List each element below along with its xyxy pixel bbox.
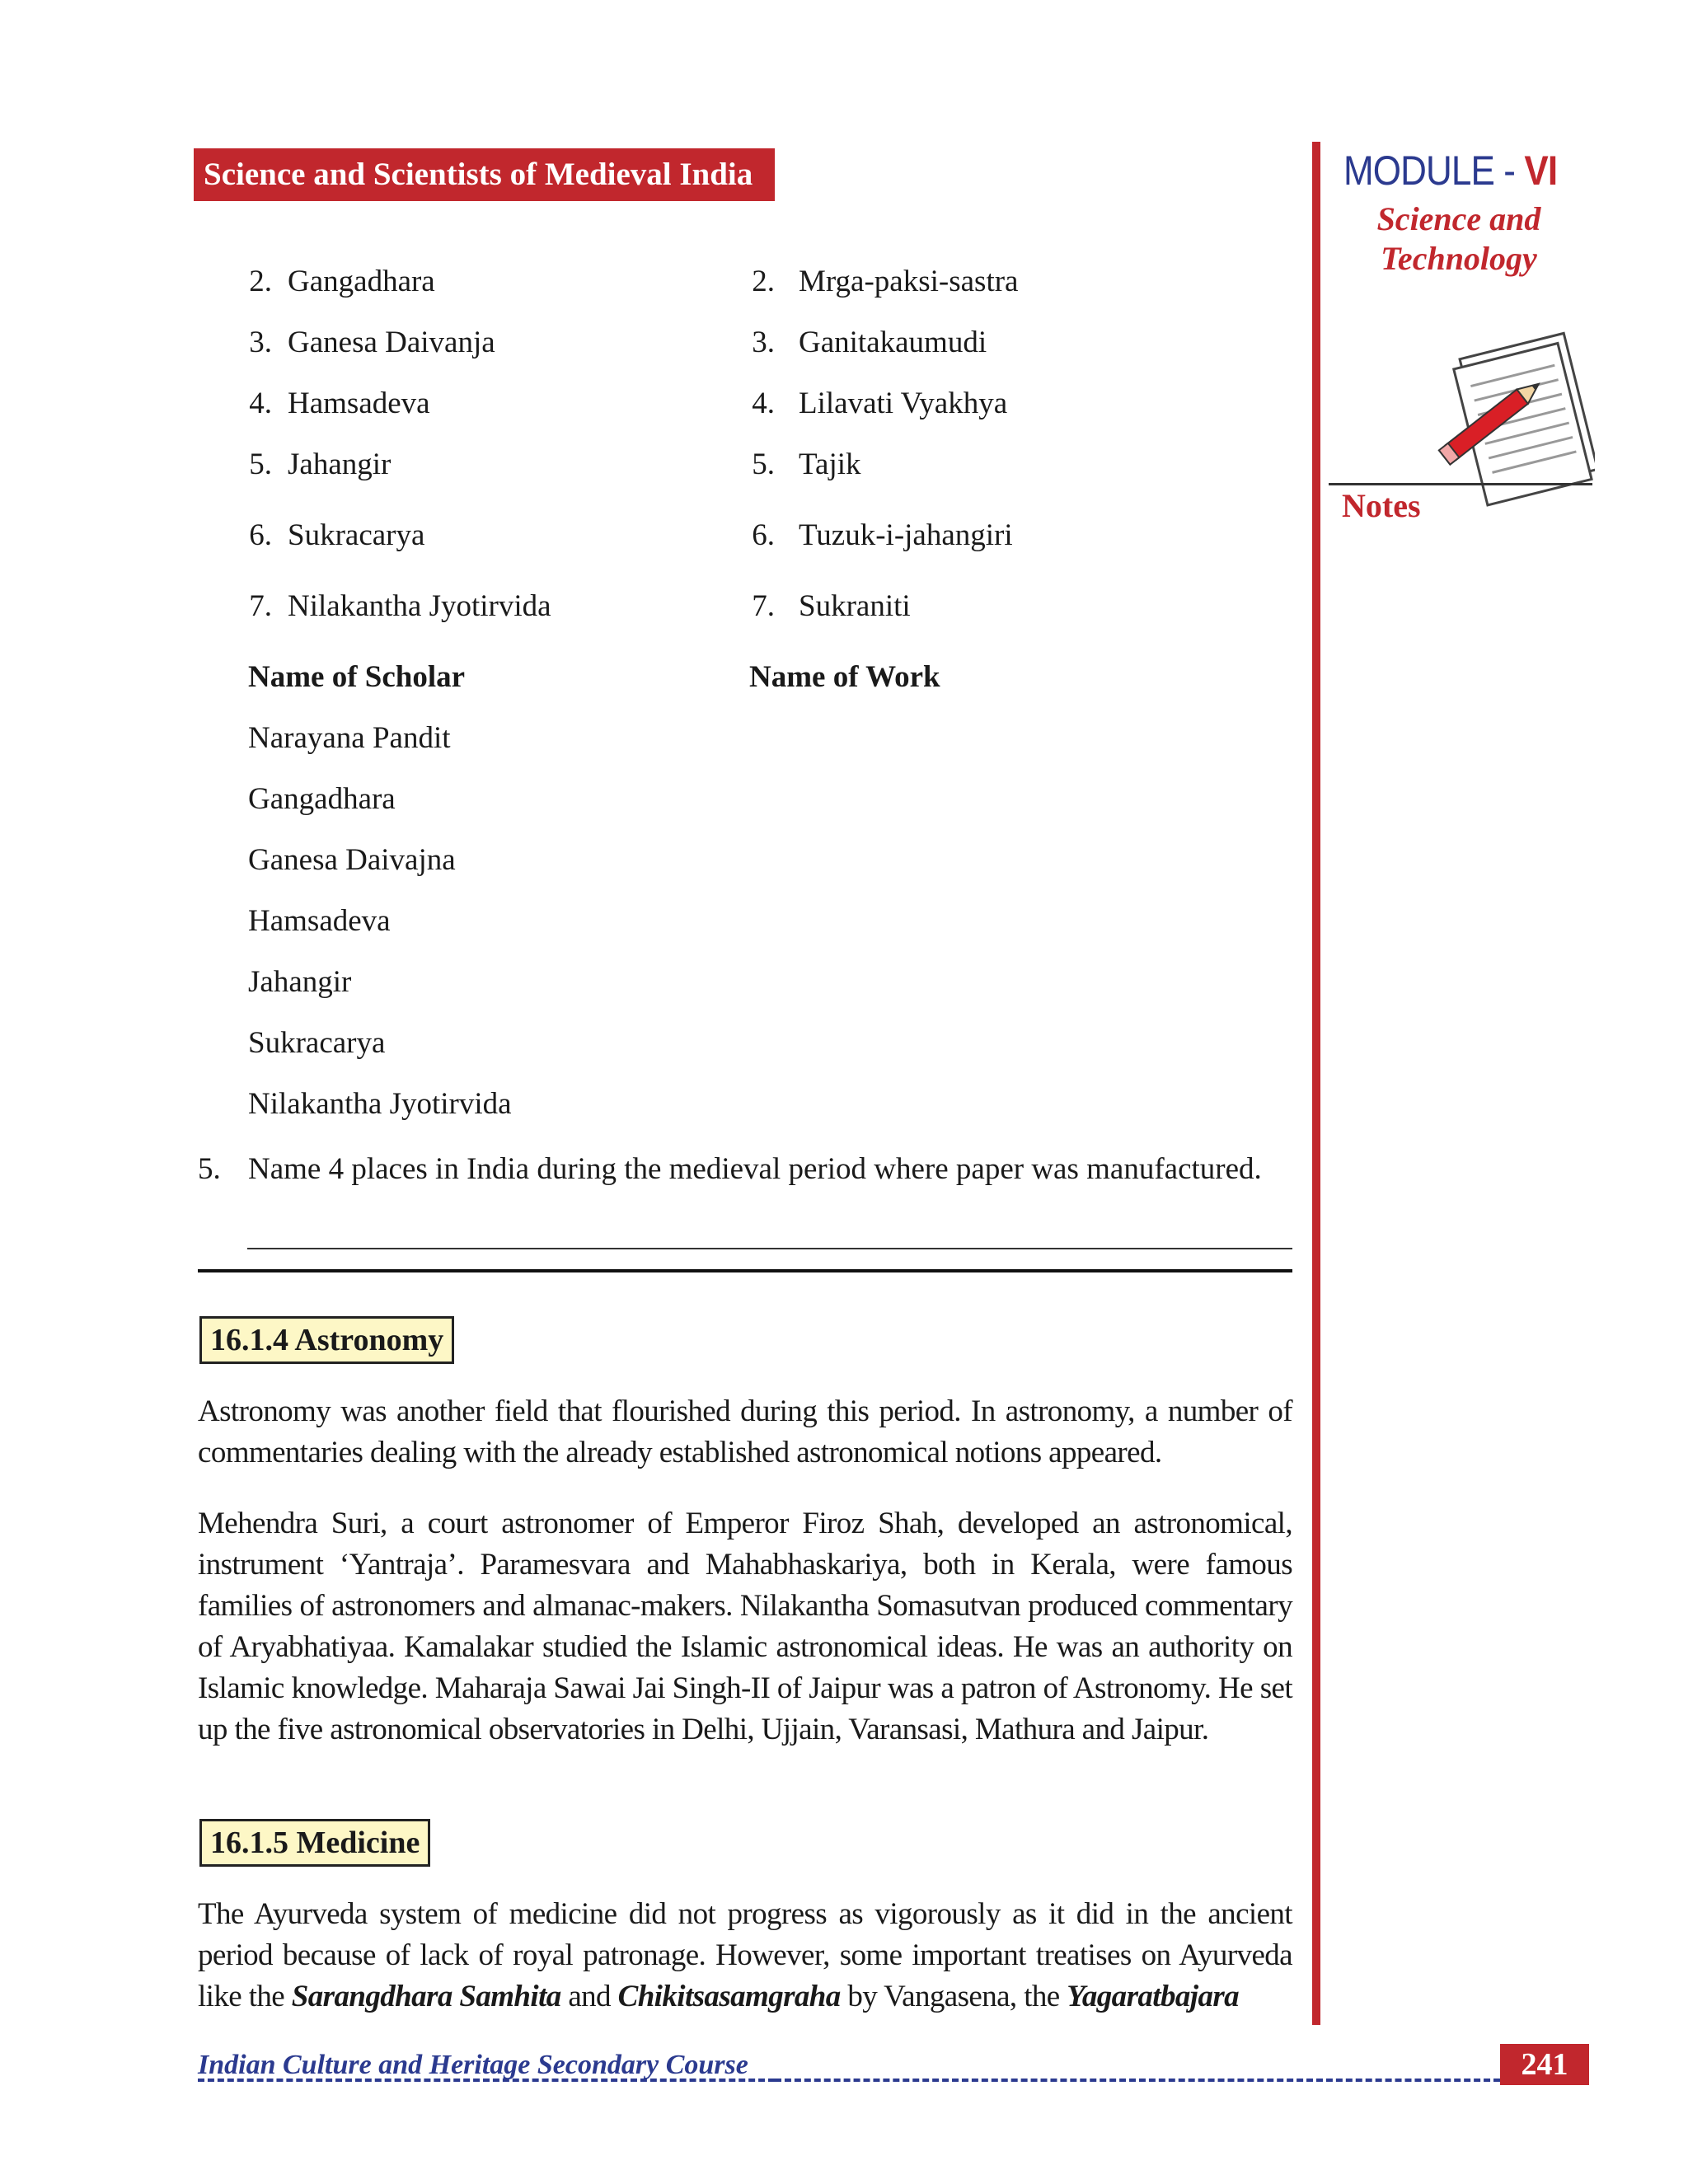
list-item-scholar: Ganesa Daivanja bbox=[288, 326, 495, 359]
section-heading-astronomy: 16.1.4 Astronomy bbox=[199, 1316, 454, 1364]
module-subject bbox=[1327, 199, 1591, 279]
notes-label: Notes bbox=[1342, 487, 1421, 524]
list-number: 4. bbox=[249, 387, 272, 420]
scholar-name: Jahangir bbox=[248, 965, 352, 999]
question-number: 5. bbox=[198, 1152, 221, 1186]
module-word: MODULE - bbox=[1343, 148, 1525, 194]
paragraph-text: and bbox=[560, 1980, 618, 2013]
list-item-work: Tajik bbox=[799, 448, 861, 481]
module-title bbox=[1343, 147, 1558, 194]
module-subject-line2: Technology bbox=[1381, 240, 1537, 277]
scholar-name: Ganesa Daivajna bbox=[248, 843, 456, 877]
section-heading-medicine: 16.1.5 Medicine bbox=[199, 1819, 430, 1867]
scholar-name: Narayana Pandit bbox=[248, 721, 451, 755]
list-number: 6. bbox=[249, 518, 272, 552]
list-item-work: Ganitakaumudi bbox=[799, 326, 987, 359]
list-number: 5. bbox=[752, 448, 775, 481]
list-number: 6. bbox=[752, 518, 775, 552]
footer-dashed-rule bbox=[775, 2079, 1500, 2082]
list-item-scholar: Hamsadeva bbox=[288, 387, 430, 420]
paragraph-text: Astronomy was another field that flourished during this period. In astronomy, a number of commentaries dealing with the already established astronomical notions appeared. bbox=[198, 1394, 1292, 1469]
column-header-scholar: Name of Scholar bbox=[248, 660, 466, 694]
list-item-scholar: Sukracarya bbox=[288, 518, 425, 552]
notepad-pencil-icon bbox=[1430, 326, 1595, 507]
sidebar-rule bbox=[1312, 142, 1320, 2025]
paragraph-text: by Vangasena, the bbox=[840, 1980, 1067, 2013]
question-5 bbox=[198, 1151, 1262, 1187]
list-number: 7. bbox=[752, 589, 775, 623]
list-number: 3. bbox=[752, 326, 775, 359]
astronomy-paragraph-2 bbox=[198, 1503, 1292, 1750]
scholar-name: Nilakantha Jyotirvida bbox=[248, 1087, 512, 1121]
work-title: Chikitsasamgraha bbox=[617, 1980, 841, 2013]
list-item-work: Tuzuk-i-jahangiri bbox=[799, 518, 1013, 552]
list-number: 4. bbox=[752, 387, 775, 420]
paragraph-text: The Ayurveda system of medicine did not progress as vigorously as it did in the ancient period because of lack of royal patronage. However, some important treatises on Ayurveda like the bbox=[198, 1897, 1292, 2013]
list-number: 2. bbox=[249, 265, 272, 298]
list-number: 2. bbox=[752, 265, 775, 298]
work-title: Sarangdhara Samhita bbox=[291, 1980, 561, 2013]
list-number: 5. bbox=[249, 448, 272, 481]
column-header-work: Name of Work bbox=[749, 660, 940, 694]
astronomy-paragraph-1 bbox=[198, 1391, 1292, 1474]
module-number: VI bbox=[1524, 148, 1558, 194]
list-item-scholar: Jahangir bbox=[288, 448, 392, 481]
medicine-paragraph bbox=[198, 1894, 1292, 2018]
chapter-title-banner: Science and Scientists of Medieval India bbox=[194, 148, 775, 201]
list-item-work: Mrga-paksi-sastra bbox=[799, 265, 1019, 298]
list-number: 3. bbox=[249, 326, 272, 359]
module-subject-line1: Science and bbox=[1376, 200, 1541, 237]
footer-underline bbox=[198, 2079, 775, 2082]
scholar-name: Hamsadeva bbox=[248, 904, 391, 938]
work-title: Yagaratbajara bbox=[1067, 1980, 1240, 2013]
page-number: 241 bbox=[1500, 2044, 1589, 2085]
list-item-scholar: Nilakantha Jyotirvida bbox=[288, 589, 551, 623]
scholar-name: Sukracarya bbox=[248, 1026, 386, 1060]
footer-course-title: Indian Culture and Heritage Secondary Course bbox=[198, 2050, 748, 2080]
scholar-name: Gangadhara bbox=[248, 782, 396, 816]
question-text: Name 4 places in India during the medieval period where paper was manufactured. bbox=[248, 1152, 1262, 1186]
list-item-work: Lilavati Vyakhya bbox=[799, 387, 1008, 420]
answer-line[interactable] bbox=[247, 1248, 1292, 1249]
paragraph-text: Mehendra Suri, a court astronomer of Emperor Firoz Shah, developed an astronomical, instrument ‘Yantraja’. Paramesvara and Mahabhaskariya, both in Kerala, were famous families of astronomers and almanac-makers. Nilakantha Somasutvan produced commentary of Aryabhatiyaa. Kamalakar studied the Islamic astronomical ideas. He was an authority on Islamic knowledge. Maharaja Sawai Jai Singh-II of Jaipur was a patron of Astronomy. He set up the five astronomical observatories in Delhi, Ujjain, Varansasi, Mathura and Jaipur. bbox=[198, 1507, 1292, 1746]
list-item-work: Sukraniti bbox=[799, 589, 911, 623]
list-item-scholar: Gangadhara bbox=[288, 265, 435, 298]
list-number: 7. bbox=[249, 589, 272, 623]
section-divider bbox=[198, 1269, 1292, 1272]
notes-rule bbox=[1329, 483, 1592, 485]
